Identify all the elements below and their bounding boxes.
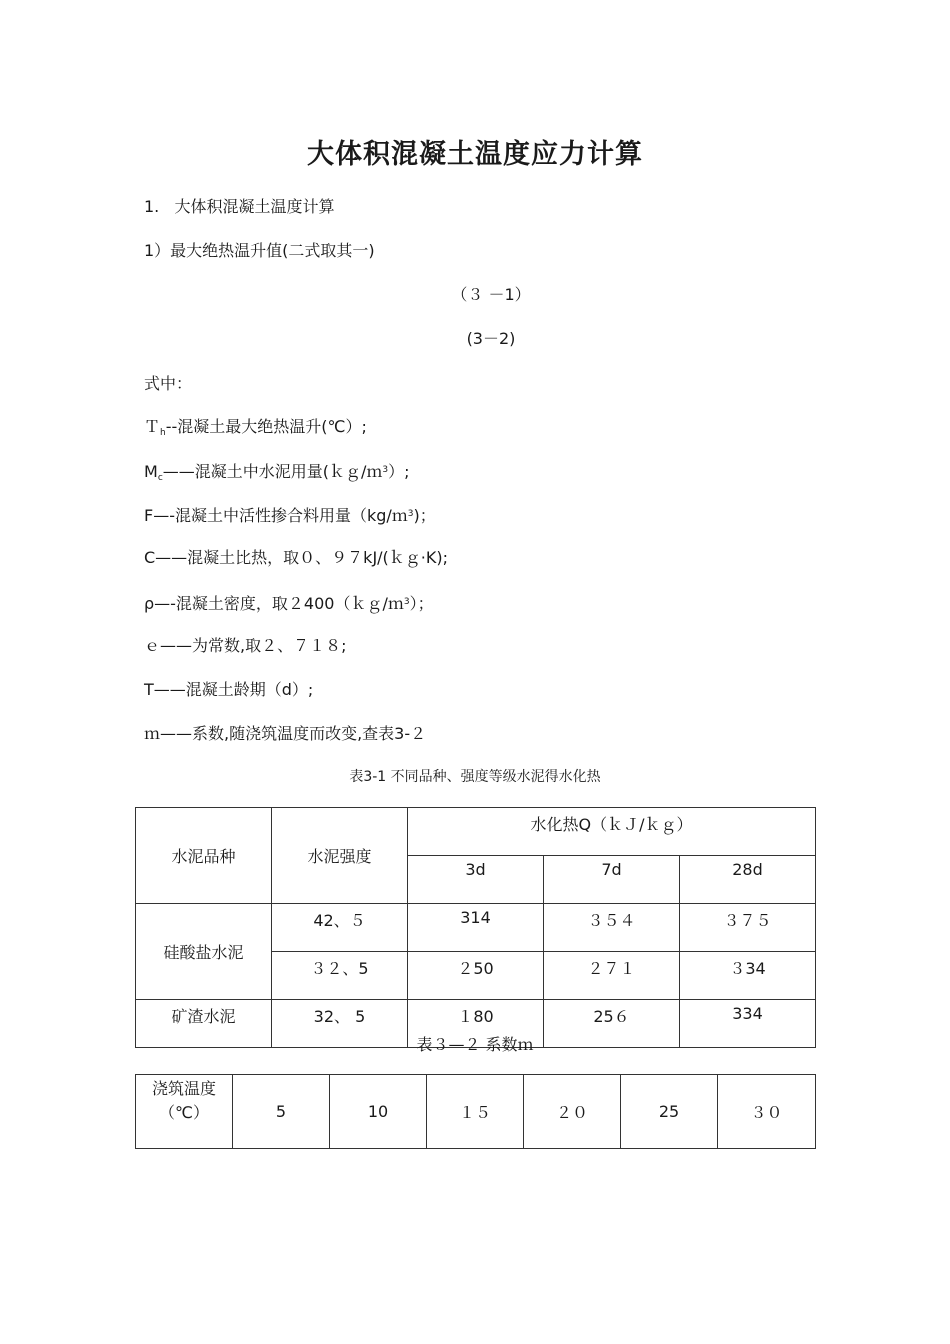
var-rho-desc: ρ—-混凝土密度，取２400（ｋｇ/ｍ: [144, 594, 404, 613]
var-mc-desc: ——混凝土中水泥用量(ｋｇ/ｍ: [162, 462, 383, 481]
var-e: ｅ——为常数,取２、７１８;: [144, 636, 347, 655]
header-hydration-heat: 水化热Q（ｋＪ/ｋｇ）: [408, 808, 816, 856]
table2-caption: 表３—２ 系数ｍ: [416, 1035, 534, 1054]
var-mc-symbol: M: [144, 462, 158, 481]
header-pouring-temperature: 浇筑温度（℃）: [136, 1075, 233, 1149]
var-f: [144, 503, 436, 527]
equation-label-1: （３ －1）: [451, 285, 531, 304]
cell-cement-type: 硅酸盐水泥: [136, 904, 272, 1000]
header-cement-strength: 水泥强度: [272, 808, 408, 904]
cell-28d: ３34: [680, 952, 816, 1000]
cell-strength: 32、 5: [272, 1000, 408, 1048]
cell-temperature: 25: [621, 1075, 718, 1149]
table-row: [136, 1075, 816, 1149]
document-title: 大体积混凝土温度应力计算: [307, 139, 643, 170]
cell-temperature: ２０: [524, 1075, 621, 1149]
var-m: ｍ——系数,随浇筑温度而改变,查表3-２: [144, 724, 427, 743]
var-th-subscript: h: [160, 428, 166, 438]
cell-strength: ３２、5: [272, 952, 408, 1000]
subsection-heading: 1）最大绝热温升值(二式取其一): [144, 241, 375, 260]
equation-label-2: (3－2): [466, 329, 516, 348]
var-th-desc: --混凝土最大绝热温升(℃）;: [165, 417, 367, 436]
var-f-end: )；: [413, 506, 436, 525]
cell-28d: ３７５: [680, 904, 816, 952]
cell-3d: ２50: [408, 952, 544, 1000]
header-3d: 3d: [408, 856, 544, 904]
var-mc: [144, 459, 410, 489]
var-rho: [144, 591, 434, 615]
cell-3d: 314: [408, 904, 544, 952]
header-cement-type: 水泥品种: [136, 808, 272, 904]
coefficient-m-table: [135, 1074, 816, 1149]
var-mc-superscript: 3: [382, 465, 389, 475]
table-row: [136, 904, 816, 952]
var-rho-end: ）；: [409, 594, 434, 613]
var-rho-superscript: 3: [403, 597, 410, 607]
cell-temperature: 5: [233, 1075, 330, 1149]
var-mc-end: ）;: [388, 462, 410, 481]
var-th-symbol: Ｔ: [144, 417, 161, 436]
var-f-superscript: 3: [407, 509, 414, 519]
where-label: 式中：: [144, 374, 193, 393]
header-28d: 28d: [680, 856, 816, 904]
cell-3d: １80: [408, 1000, 544, 1048]
cell-28d: 334: [680, 1000, 816, 1048]
cell-cement-type: 矿渣水泥: [136, 1000, 272, 1048]
hydration-heat-table: [135, 807, 816, 1048]
table1-caption: 表3-1 不同品种、强度等级水泥得水化热: [349, 769, 601, 785]
cell-temperature: 10: [330, 1075, 427, 1149]
var-c: C——混凝土比热，取０、９７kJ/(ｋｇ·K);: [144, 548, 449, 567]
var-t: T——混凝土龄期（d）;: [144, 680, 314, 699]
section-heading: 1. 大体积混凝土温度计算: [144, 197, 335, 216]
cell-strength: 42、５: [272, 904, 408, 952]
var-mc-subscript: c: [157, 473, 163, 483]
table-row: [136, 808, 816, 856]
header-7d: 7d: [544, 856, 680, 904]
cell-temperature: １５: [427, 1075, 524, 1149]
cell-7d: ２７１: [544, 952, 680, 1000]
var-th: [144, 416, 367, 444]
cell-7d: ３５４: [544, 904, 680, 952]
cell-7d: 25６: [544, 1000, 680, 1048]
var-f-desc: F—-混凝土中活性掺合料用量（kg/ｍ: [144, 506, 408, 525]
cell-temperature: ３０: [718, 1075, 816, 1149]
